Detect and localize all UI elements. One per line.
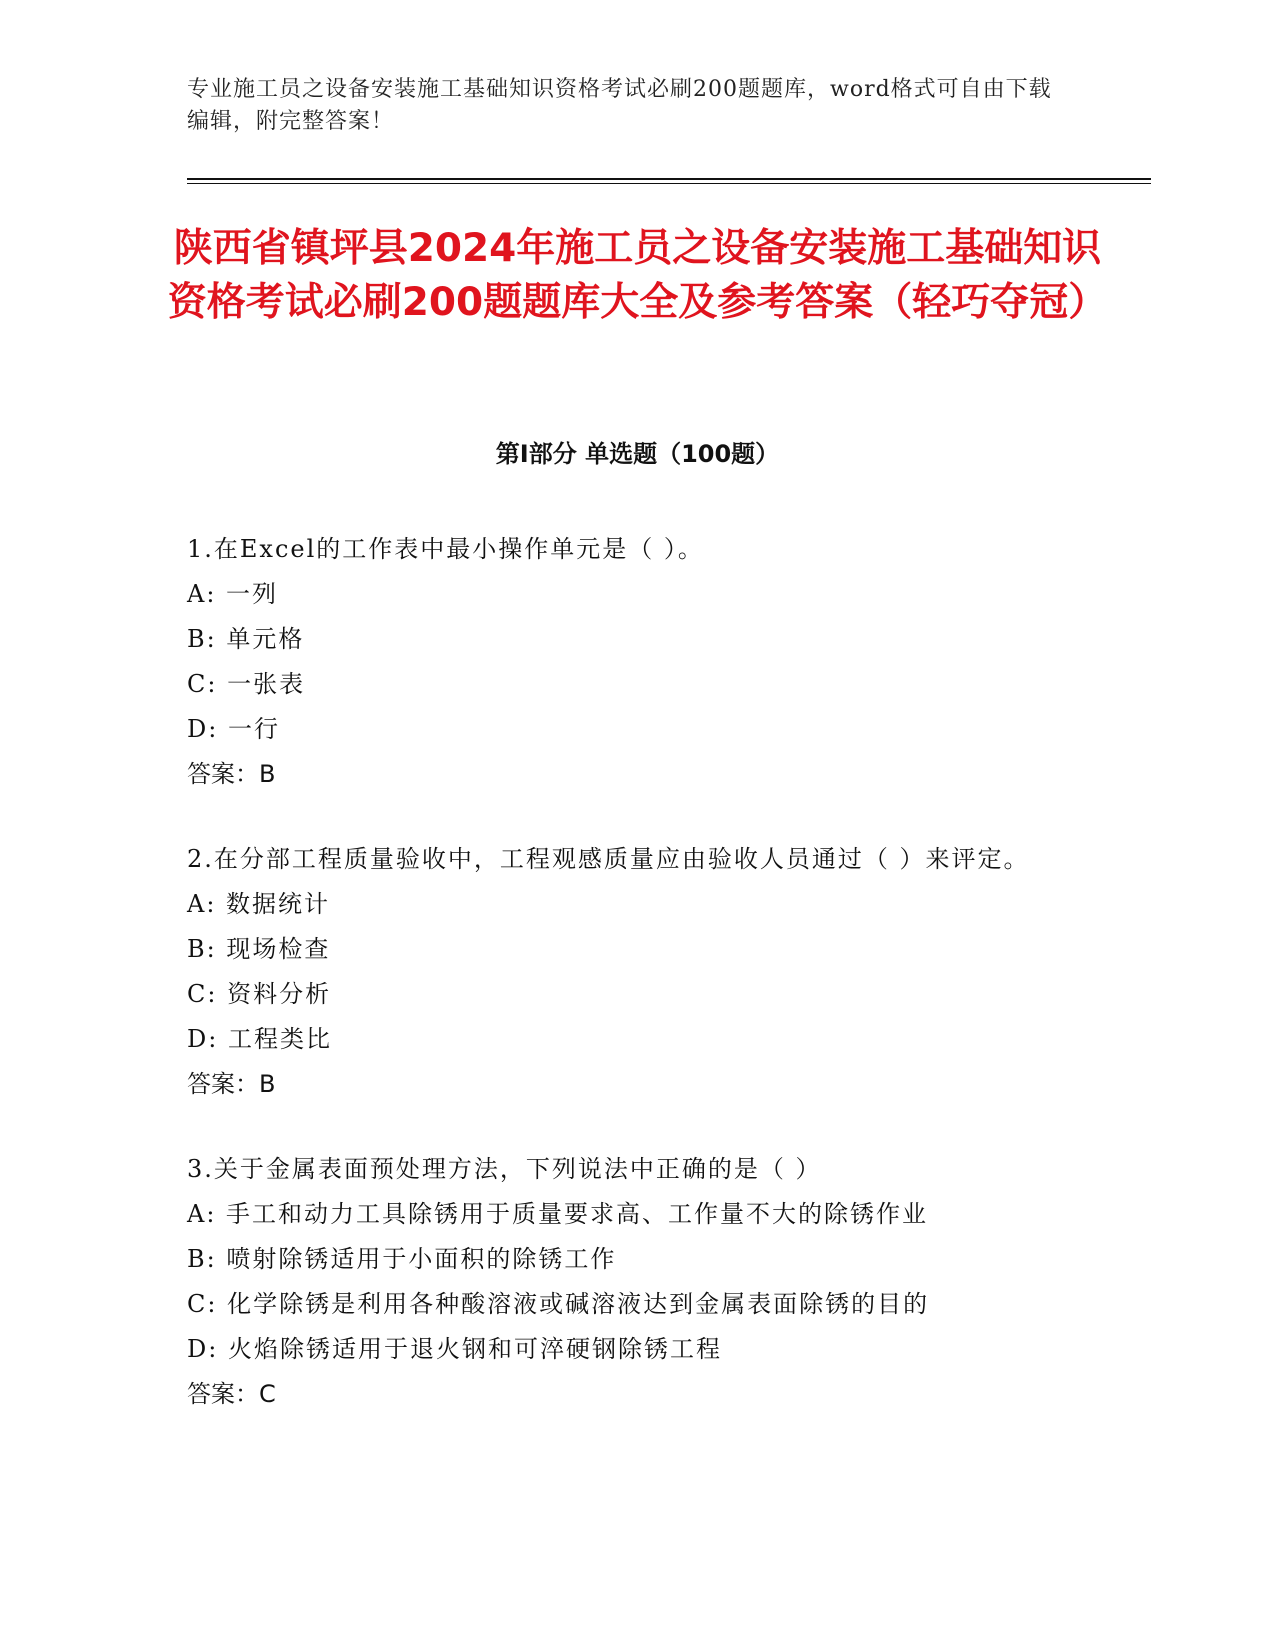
question-stem: 2.在分部工程质量验收中，工程观感质量应由验收人员通过（ ）来评定。: [187, 845, 1030, 873]
question-1: [187, 527, 1087, 797]
option-a: A: 数据统计: [187, 890, 331, 918]
answer-line: 答案：B: [187, 1070, 276, 1098]
option-a: A: 手工和动力工具除锈用于质量要求高、工作量不大的除锈作业: [187, 1200, 929, 1228]
option-d: D: 工程类比: [187, 1025, 332, 1053]
option-a: A: 一列: [187, 580, 279, 608]
document-title: 陕西省镇坪县2024年施工员之设备安装施工基础知识资格考试必刷200题题库大全及参考答案（轻巧夺冠）: [167, 226, 1108, 325]
header-divider: [187, 178, 1151, 180]
question-2: [187, 837, 1087, 1107]
option-b: B: 单元格: [187, 625, 305, 653]
question-stem: 3.关于金属表面预处理方法，下列说法中正确的是（ ）: [187, 1155, 822, 1183]
option-c: C: 资料分析: [187, 980, 332, 1008]
header-note: 专业施工员之设备安装施工基础知识资格考试必刷200题题库，word格式可自由下载编辑，附完整答案！: [187, 77, 1052, 134]
option-c: C: 一张表: [187, 670, 306, 698]
option-d: D: 一行: [187, 715, 280, 743]
question-list: [187, 527, 1087, 1457]
answer-line: 答案：B: [187, 760, 276, 788]
section-heading: 第Ⅰ部分 单选题（100题）: [495, 440, 780, 468]
option-c: C: 化学除锈是利用各种酸溶液或碱溶液达到金属表面除锈的目的: [187, 1290, 930, 1318]
option-b: B: 现场检查: [187, 935, 331, 963]
option-b: B: 喷射除锈适用于小面积的除锈工作: [187, 1245, 617, 1273]
answer-line: 答案：C: [187, 1380, 276, 1408]
question-3: [187, 1147, 1087, 1417]
option-d: D: 火焰除锈适用于退火钢和可淬硬钢除锈工程: [187, 1335, 722, 1363]
question-stem: 1.在Excel的工作表中最小操作单元是（ ）。: [187, 535, 704, 563]
header-divider-thin: [187, 183, 1151, 184]
